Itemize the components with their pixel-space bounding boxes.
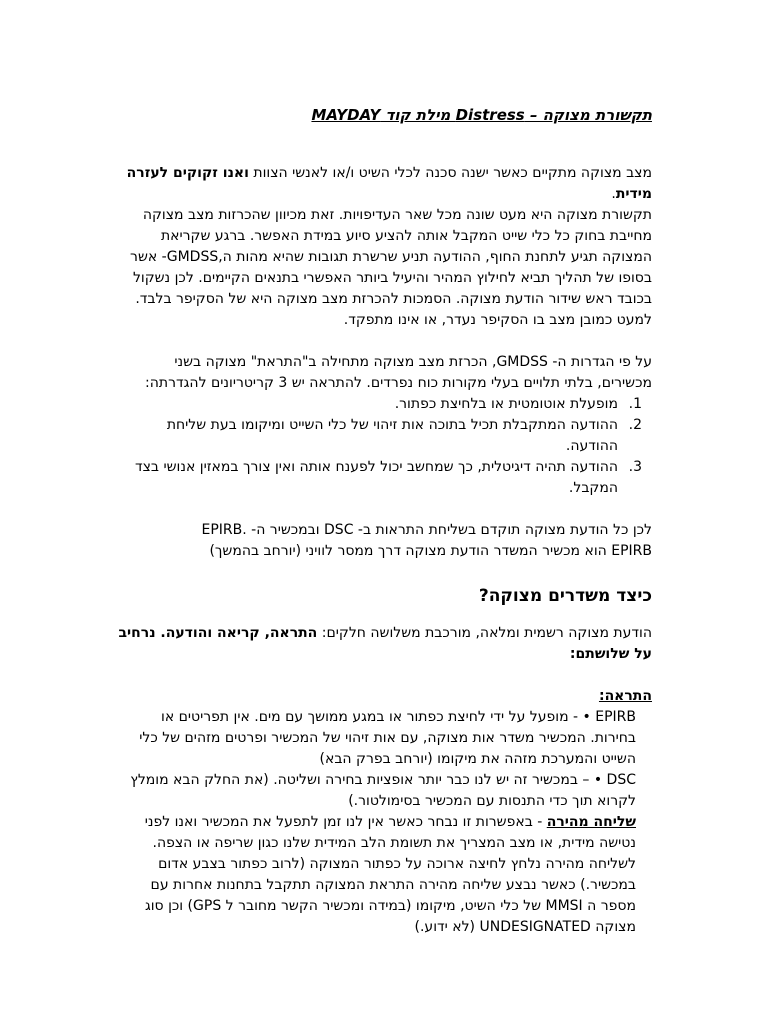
gmdss-paragraph: על פי הגדרות ה- GMDSS, הכרזת מצב מצוקה מתחילה ב"התראת" מצוקה בשני מכשירים, בלתי תלויים בעלי מקורות כוח נפרדים. להתראה יש 3 קריטריונים להגדרתה: bbox=[145, 354, 652, 391]
epirb-description: EPIRB הוא מכשיר המשדר הודעת מצוקה דרך ממסר לוויני (יורחב בהמשך) bbox=[209, 543, 652, 559]
criteria-item: 3. ההודעה תהיה דיגיטלית, כך שמחשב יכול לפענח אותה ואין צורך במאזין אנושי בצד המקבל. bbox=[134, 459, 642, 496]
intro-paragraph-2: תקשורת מצוקה היא מעט שונה מכל שאר העדיפויות. זאת מכיוון שהכרזות מצב מצוקה bbox=[142, 207, 652, 223]
quick-send-paragraph: שליחה מהירה - באפשרות זו נבחר כאשר אין לנו זמן לתפעל את המכשיר ואנו לפני נטישה מידית, או מצב המצריך את תשומת הלב המידית שלנו כגון שריפה או הצפה. לשליחה מהירה נלחץ לחיצה ארוכה על כפתור המצוקה (לרוב כפתור בצבע אדום במכשיר.) כאשר נבצע שליחה מהירה התראת המצוקה תתקבל בתחנות אחרות עם מספר ה MMSI של כלי השיט, מיקומו (במידה ומכשיר הקשר מחובר ל GPS) וכן סוג מצוקה UNDESIGNATED (לא ידוע.) bbox=[144, 814, 636, 935]
intro-paragraph-3: מחייבת בחוק כל כלי שייט המקבל אותה להציע סיוע במידת האפשר. ברגע שקריאת המצוקה תגיע לתחנת החוף, ההודעה תניע שרשרת תגובות שהיא מהות ה,GMDSS- אשר בסופו של תהליך תביא לחילוץ המהיר והיעיל ביותר האפשרי בתנאים הקיימים. לכן נשקול בכובד ראש שידור הודעת מצוקה. הסמכות להכרזת מצב מצוקה היא של הסקיפר בלבד. למעט כמובן מצב בו הסקיפר נעדר, או אינו מתפקד. bbox=[130, 228, 652, 328]
alert-label: התראה: bbox=[598, 688, 652, 704]
dsc-epirb-line: לכן כל הודעת מצוקה תוקדם בשליחת התראות ב- DSC ובמכשיר ה- .EPIRB bbox=[201, 522, 652, 538]
distress-parts-bold: התראה, קריאה והודעה. נרחיב על שלושתם: bbox=[118, 625, 652, 662]
distress-parts-paragraph: הודעת מצוקה רשמית ומלאה, מורכבת משלושה חלקים: התראה, קריאה והודעה. נרחיב על שלושתם: bbox=[118, 625, 652, 662]
epirb-item: EPIRB • - מופעל על ידי לחיצת כפתור או במגע ממושך עם מים. אין תפריטים או bbox=[161, 709, 636, 725]
criteria-item: 2. ההודעה המתקבלת תכיל בתוכה אות זיהוי של כלי השייט ומיקומו בעת שליחת ההודעה. bbox=[166, 417, 642, 454]
epirb-item-continuation: בחירות. המכשיר משדר אות מצוקה, עם אות זיהוי של המכשיר ופרטים מזהים של כלי השייט והמערכת מזהה את מיקומו (יורחב בפרק הבא) bbox=[139, 730, 636, 767]
section-heading: כיצד משדרים מצוקה? bbox=[478, 586, 652, 606]
intro-paragraph-1: מצב מצוקה מתקיים כאשר ישנה סכנה לכלי השיט ו/או לאנשי הצוות ואנו זקוקים לעזרה מידית. bbox=[126, 165, 652, 202]
intro-bold-text: ואנו זקוקים לעזרה מידית bbox=[126, 165, 652, 202]
dsc-item: DSC • – במכשיר זה יש לנו כבר יותר אופציות בחירה ושליטה. (את החלק הבא מומלץ לקרוא תוך כדי התנסות עם המכשיר בסימולטור.) bbox=[130, 772, 636, 809]
document-body bbox=[118, 104, 652, 938]
criteria-list bbox=[118, 394, 652, 499]
quick-send-label: שליחה מהירה bbox=[546, 814, 636, 830]
criteria-item: 1. מופעלת אוטומטית או בלחיצת כפתור. bbox=[394, 396, 642, 412]
page-title: תקשורת מצוקה – Distress מילת קוד MAYDAY bbox=[311, 106, 652, 124]
